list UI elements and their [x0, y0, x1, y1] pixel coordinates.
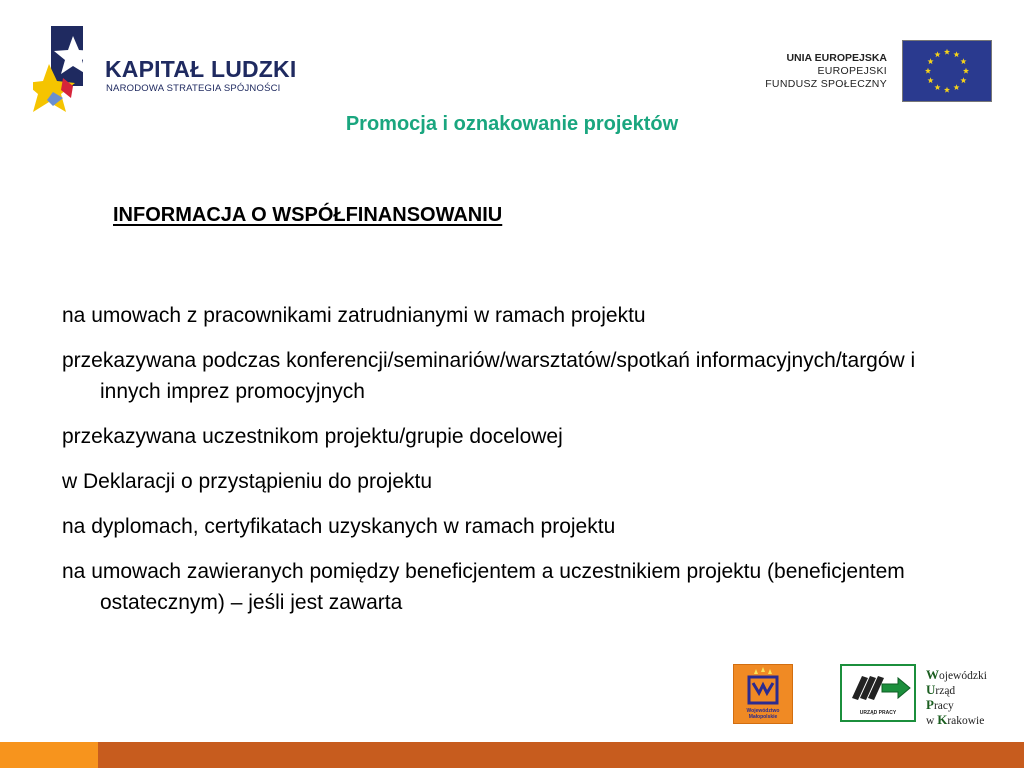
- footer-bar-right: [98, 742, 1024, 768]
- urzad-pracy-arrow-icon: [842, 666, 914, 708]
- list-item: na umowach z pracownikami zatrudnianymi w ramach projektu: [62, 304, 646, 327]
- list-item: na umowach zawieranych pomiędzy beneficjentem a uczestnikiem projektu (beneficjentem ostatecznym) – jeśli jest zawarta: [62, 560, 905, 614]
- eu-text: [765, 52, 887, 91]
- eu-line-2: EUROPEJSKI: [817, 65, 887, 77]
- malopolska-logo: [733, 664, 793, 724]
- kapital-ludzki-title: KAPITAŁ LUDZKI: [105, 56, 297, 82]
- malopolska-caption: Województwo Małopolskie: [746, 708, 780, 720]
- malopolska-crest-icon: [734, 665, 792, 713]
- urzad-pracy-logo: [840, 664, 916, 722]
- urzad-pracy-name: [926, 668, 987, 728]
- list-item: przekazywana uczestnikom projektu/grupie docelowej: [62, 425, 563, 448]
- wup-line: w Krakowie: [926, 712, 985, 727]
- page-title: Promocja i oznakowanie projektów: [345, 113, 679, 135]
- kapital-ludzki-logo: [33, 26, 303, 116]
- list-item: przekazywana podczas konferencji/seminariów/warsztatów/spotkań informacyjnych/targów i innych imprez promocyjnych: [62, 349, 916, 403]
- urzad-pracy-caption: URZĄD PRACY: [859, 710, 897, 716]
- section-heading: INFORMACJA O WSPÓŁFINANSOWANIU: [113, 204, 503, 226]
- kapital-ludzki-star-icon: [33, 26, 95, 114]
- list-item: w Deklaracji o przystąpieniu do projektu: [62, 470, 433, 493]
- kapital-ludzki-subtitle: NARODOWA STRATEGIA SPÓJNOŚCI: [106, 83, 281, 94]
- eu-flag-icon: [902, 40, 992, 102]
- wup-line: Pracy: [926, 697, 954, 712]
- eu-line-1: UNIA EUROPEJSKA: [786, 52, 887, 64]
- wup-line: Wojewódzki: [926, 667, 987, 682]
- footer-bar-left: [0, 742, 98, 768]
- eu-line-3: FUNDUSZ SPOŁECZNY: [765, 78, 887, 90]
- co-financing-list: [62, 300, 952, 632]
- eu-logo-block: [632, 40, 992, 100]
- wup-line: Urząd: [926, 682, 956, 697]
- list-item: na dyplomach, certyfikatach uzyskanych w ramach projektu: [62, 515, 616, 538]
